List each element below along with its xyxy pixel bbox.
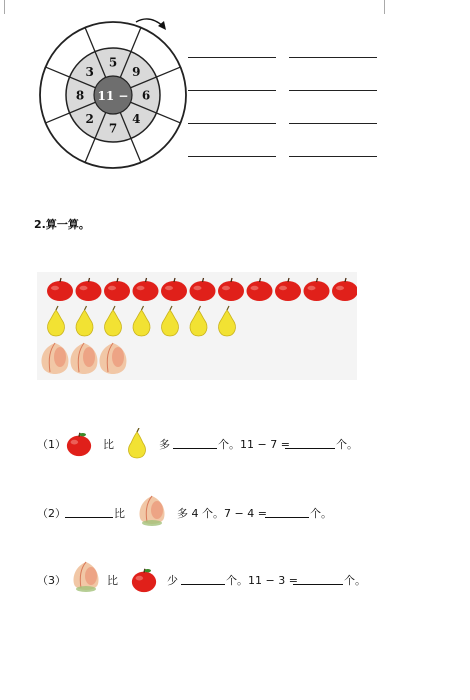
apple-icon (304, 278, 330, 301)
wheel-number: 2 (85, 111, 94, 126)
compare-word: 比 (107, 574, 118, 587)
answer-line[interactable] (289, 57, 377, 58)
answer-line[interactable] (289, 90, 377, 91)
answer-line[interactable] (188, 57, 276, 58)
wheel-number: 7 (108, 121, 118, 136)
pear-icon (162, 306, 179, 336)
apple-icon (133, 278, 159, 301)
pear-icon (105, 306, 122, 336)
apple-icon (218, 278, 244, 301)
apple-icon (104, 278, 130, 301)
compare-word: 比 (114, 507, 125, 520)
pear-icon (133, 306, 150, 336)
peach-icon (71, 343, 98, 374)
peach-icon (137, 494, 167, 528)
answer-line[interactable] (188, 123, 276, 124)
answer-line[interactable] (289, 123, 377, 124)
unit-text: 个。 (344, 574, 366, 587)
compare-word: 比 (103, 438, 114, 451)
wheel-number: 9 (132, 65, 141, 80)
peach-icon (100, 343, 127, 374)
apple-icon (161, 278, 187, 301)
pear-icon (48, 306, 65, 336)
answer-line[interactable] (188, 90, 276, 91)
wheel-number: 5 (108, 55, 118, 70)
question-3 (37, 564, 437, 594)
page-corner-mark (0, 0, 5, 14)
apple-icon (76, 278, 102, 301)
wheel-center-label: 11 − (97, 89, 129, 103)
question-2 (37, 497, 437, 527)
apple-icon (190, 278, 216, 301)
calculation-wheel (38, 20, 188, 170)
pear-icon (190, 306, 207, 336)
apple-icon (47, 278, 73, 301)
apple-icon (332, 278, 357, 301)
wheel-number: 6 (141, 88, 151, 103)
question-text: 个。11 − 7 = (218, 438, 290, 451)
apple-icon (65, 430, 93, 458)
section-title: 2.算一算。 (34, 218, 90, 231)
answer-blank[interactable] (173, 448, 217, 449)
question-text: 多 4 个。7 − 4 = (177, 507, 267, 520)
peach-icon (71, 560, 101, 594)
answer-blank[interactable] (293, 584, 343, 585)
answer-blank[interactable] (65, 517, 113, 518)
unit-text: 个。 (310, 507, 332, 520)
answer-line[interactable] (289, 156, 377, 157)
pear-icon (125, 428, 149, 460)
answer-blank[interactable] (285, 448, 335, 449)
question-number: （3） (37, 574, 66, 587)
wheel-number: 4 (132, 111, 141, 126)
question-number: （1） (37, 438, 66, 451)
answer-blank[interactable] (181, 584, 225, 585)
question-text: 多 (159, 438, 170, 451)
question-number: （2） (37, 507, 66, 520)
fruit-illustration (37, 272, 357, 380)
answer-line[interactable] (188, 156, 276, 157)
peach-icon (42, 343, 69, 374)
unit-text: 个。 (336, 438, 358, 451)
wheel-number: 3 (85, 65, 94, 80)
rotation-arrow-icon (132, 14, 172, 36)
apple-icon (247, 278, 273, 301)
answer-lines (188, 57, 383, 162)
page-corner-mark (384, 0, 389, 14)
question-1 (37, 428, 437, 458)
apple-icon (275, 278, 301, 301)
wheel-number: 8 (75, 88, 85, 103)
apple-icon (130, 566, 158, 594)
answer-blank[interactable] (265, 517, 309, 518)
pear-icon (219, 306, 236, 336)
question-text: 少 (167, 574, 178, 587)
pear-icon (76, 306, 93, 336)
question-text: 个。11 − 3 = (226, 574, 298, 587)
